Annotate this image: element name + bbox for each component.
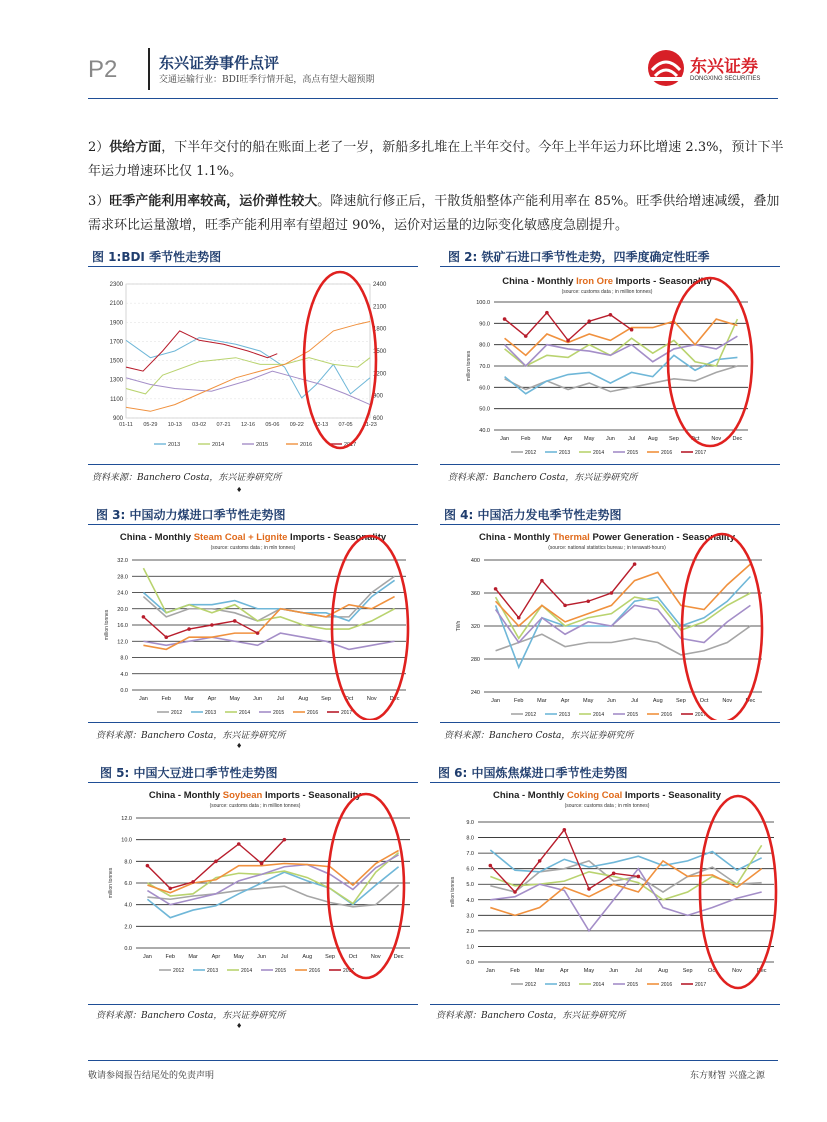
y-tick-label: 1.0 [466, 944, 474, 951]
y-tick-label: 80.0 [479, 342, 490, 349]
legend-label-2015: 2015 [627, 450, 639, 456]
y-tick-label: 6.0 [466, 866, 474, 873]
x-tick-label: Nov [732, 968, 742, 974]
series-point-2017 [540, 579, 544, 583]
figure-6-source: 资料来源：Banchero Costa，东兴证券研究所 [436, 1011, 626, 1021]
legend-label-2016: 2016 [300, 442, 313, 448]
logo-english: DONGXING SECURITIES [690, 76, 761, 82]
series-point-2017 [237, 842, 241, 846]
chart-title [502, 276, 712, 287]
y-axis-label: million tonnes [466, 350, 472, 382]
x-tick-label: Apr [560, 968, 569, 974]
series-point-2017 [191, 880, 195, 884]
y-tick-label: 12.0 [117, 639, 128, 646]
chart-title [493, 790, 722, 801]
series-point-2017 [283, 838, 287, 842]
y-left-tick-label: 900 [112, 416, 123, 422]
legend-label-2016: 2016 [661, 450, 673, 456]
series-point-2017 [517, 616, 521, 620]
figure-1-rule [88, 266, 418, 267]
y-axis-label: TWh [456, 620, 462, 632]
chart-title [479, 532, 736, 543]
chart-subtitle: (source: customs data ; in mln tonnes) [564, 803, 650, 809]
x-tick-label: Feb [514, 698, 524, 704]
x-tick-label: Jun [609, 968, 619, 974]
series-point-2017 [503, 317, 507, 321]
y-tick-label: 4.0 [124, 902, 132, 909]
series-line-2012 [147, 885, 398, 907]
x-tick-label: Mar [534, 968, 545, 974]
x-tick-label: Apr [207, 696, 217, 702]
y-tick-label: 90.0 [479, 321, 490, 328]
y-tick-label: 2.0 [466, 928, 474, 935]
figure-1-source: 资料来源：Banchero Costa，东兴证券研究所 [92, 473, 282, 483]
chart-title-part: Power Generation - Seasonality [589, 532, 736, 543]
x-tick-label: Oct [348, 954, 358, 960]
x-tick-label: Sep [682, 968, 693, 974]
series-point-2017 [146, 864, 150, 868]
x-tick-label: 11-23 [363, 422, 377, 428]
y-left-tick-label: 1700 [109, 339, 123, 346]
y-right-tick-label: 2100 [373, 304, 387, 311]
legend-label-2012: 2012 [173, 968, 185, 974]
x-tick-label: May [233, 954, 244, 960]
figure-6-bottom-rule [430, 1004, 780, 1005]
figure-4-bottom-rule [440, 722, 780, 723]
series-line-2012 [496, 626, 751, 655]
steam-coal-seasonality-chart [94, 528, 412, 720]
x-tick-label: Jan [142, 954, 152, 960]
series-point-2017 [210, 623, 214, 627]
x-tick-label: Aug [658, 968, 668, 974]
y-tick-label: 9.0 [466, 820, 474, 826]
x-tick-label: 12-16 [240, 422, 256, 428]
chart-title-part: China - Monthly [478, 532, 553, 543]
x-tick-label: Jul [634, 968, 642, 974]
x-tick-label: 07-21 [216, 422, 231, 428]
legend-label-2013: 2013 [559, 450, 571, 456]
x-tick-label: 03-02 [192, 422, 207, 428]
x-tick-label: Nov [366, 696, 377, 702]
x-tick-label: Apr [211, 954, 221, 960]
footer-rule [88, 1060, 778, 1061]
highlight-circle [332, 536, 408, 720]
y-tick-label: 12.0 [121, 816, 132, 822]
y-axis-label: million tonnes [450, 876, 456, 908]
x-tick-label: Dec [745, 698, 756, 704]
page-number: P2 [88, 56, 118, 83]
y-tick-label: 3.0 [466, 913, 474, 920]
x-tick-label: Aug [298, 696, 309, 702]
y-tick-label: 6.0 [124, 881, 132, 887]
y-tick-label: 4.0 [466, 897, 474, 904]
y-tick-label: 20.0 [117, 606, 128, 613]
legend-label-2015: 2015 [627, 712, 639, 718]
x-tick-label: Apr [563, 436, 573, 442]
chart-title-part: China - Monthly [119, 532, 194, 543]
series-line-2013 [496, 577, 751, 668]
y-tick-label: 100.0 [476, 300, 490, 306]
y-tick-label: 360 [470, 591, 480, 597]
y-left-tick-label: 1500 [109, 358, 123, 365]
y-right-tick-label: 1200 [373, 371, 387, 378]
x-tick-label: Nov [711, 436, 722, 442]
x-tick-label: Oct [708, 968, 717, 974]
x-tick-label: Mar [184, 696, 194, 702]
soybean-seasonality-chart [94, 786, 416, 980]
legend-label-2013: 2013 [207, 968, 219, 974]
x-tick-label: 07-05 [338, 422, 353, 428]
x-tick-label: May [583, 968, 595, 974]
x-tick-label: May [229, 696, 240, 702]
legend-label-2017: 2017 [695, 450, 707, 456]
series-point-2017 [563, 828, 567, 832]
y-tick-label: 400 [470, 558, 480, 564]
y-right-tick-label: 600 [373, 416, 384, 422]
legend-label-2013: 2013 [559, 712, 571, 718]
figure-3-rule [88, 524, 418, 525]
y-left-tick-label: 1900 [109, 320, 123, 327]
series-point-2017 [633, 562, 637, 566]
y-left-tick-label: 2100 [109, 301, 123, 308]
legend-label-2012: 2012 [525, 982, 537, 988]
x-tick-label: Feb [165, 954, 175, 960]
x-tick-label: 09-22 [289, 422, 304, 428]
coking-coal-seasonality-chart [436, 786, 778, 996]
x-tick-label: Jul [628, 436, 636, 442]
y-right-tick-label: 900 [373, 393, 384, 400]
y-left-tick-label: 2300 [109, 282, 123, 288]
figure-5-title: 图 5: 中国大豆进口季节性走势图 [100, 766, 278, 780]
x-tick-label: Jun [605, 436, 615, 442]
legend-label-2017: 2017 [695, 712, 707, 718]
legend-label-2012: 2012 [171, 710, 183, 716]
y-tick-label: 280 [470, 657, 480, 663]
chart-title [149, 790, 362, 801]
legend-label-2015: 2015 [256, 442, 269, 448]
series-line-2016 [147, 851, 398, 893]
series-line-2012 [143, 576, 394, 621]
y-tick-label: 8.0 [124, 859, 132, 866]
x-tick-label: 01-11 [119, 422, 133, 428]
x-tick-label: Jan [500, 436, 510, 442]
figure-6-rule [430, 782, 780, 783]
x-tick-label: Dec [732, 436, 743, 442]
y-tick-label: 0.0 [120, 688, 128, 694]
x-tick-label: Jul [280, 954, 288, 960]
series-line-2013 [505, 355, 738, 393]
x-tick-label: Aug [652, 698, 663, 704]
chart-title-part: Imports - Seasonality [622, 790, 722, 801]
x-tick-label: 05-29 [143, 422, 158, 428]
x-tick-label: Dec [756, 968, 767, 974]
series-point-2017 [612, 872, 616, 876]
y-left-tick-label: 1100 [110, 396, 123, 403]
series-point-2017 [610, 591, 614, 595]
dongxing-logo [646, 48, 776, 90]
figure-3-title: 图 3: 中国动力煤进口季节性走势图 [96, 508, 286, 522]
legend-label-2014: 2014 [593, 982, 605, 988]
y-axis-label: million tonnes [104, 609, 110, 641]
figure-5-marker: ♦ [236, 1022, 243, 1030]
y-tick-label: 8.0 [466, 835, 474, 842]
y-right-tick-label: 1500 [373, 349, 387, 355]
y-tick-label: 5.0 [466, 882, 474, 889]
legend-label-2017: 2017 [344, 442, 357, 448]
x-tick-label: Sep [669, 436, 679, 442]
x-tick-label: Mar [188, 954, 198, 960]
y-tick-label: 70.0 [479, 364, 490, 370]
x-tick-label: May [583, 698, 594, 704]
chart-title-highlight: Iron Ore [576, 276, 614, 287]
chart-title-part: China - Monthly [148, 790, 223, 801]
chart-title-highlight: Steam Coal + Lignite [193, 532, 288, 543]
series-point-2017 [524, 334, 528, 338]
logo-text: 东兴证券 [690, 57, 758, 77]
x-tick-label: Feb [161, 696, 171, 702]
y-tick-label: 28.0 [117, 574, 128, 581]
x-tick-label: Dec [393, 954, 404, 960]
bdi-seasonal-chart [94, 270, 398, 456]
x-tick-label: Jan [485, 968, 495, 974]
legend-label-2014: 2014 [212, 442, 225, 448]
figure-3-marker: ♦ [236, 742, 243, 750]
legend-label-2016: 2016 [661, 982, 673, 988]
series-point-2017 [538, 859, 542, 863]
figure-4-rule [440, 524, 780, 525]
chart-title-highlight: Soybean [222, 790, 263, 801]
x-tick-label: Sep [676, 698, 686, 704]
report-subtitle: 交通运输行业：BDI旺季行情开起，高点有望大超预期 [159, 75, 375, 85]
x-tick-label: Nov [370, 954, 381, 960]
x-tick-label: Mar [542, 436, 552, 442]
chart-title-highlight: Coking Coal [566, 790, 623, 801]
legend-label-2013: 2013 [559, 982, 571, 988]
figure-1-title: 图 1:BDI 季节性走势图 [92, 250, 222, 264]
figure-2-rule [440, 266, 780, 267]
x-tick-label: Jan [138, 696, 148, 702]
x-tick-label: 05-06 [265, 422, 280, 428]
series-point-2017 [164, 635, 168, 639]
series-line-2012 [505, 366, 738, 392]
series-point-2017 [637, 875, 641, 879]
paragraph-utilization: 3）旺季产能利用率较高，运价弹性较大。降速航行修正后，干散货船整体产能利用率在 85%。旺季供给增速减缓，叠加需求环比运量激增，旺季产能利用率有望超过 90%，运价对运量的边际变化敏感度急剧提升。 [88, 194, 780, 233]
series-line-2017 [143, 617, 257, 637]
legend-label-2016: 2016 [661, 712, 673, 718]
x-tick-label: Jul [631, 698, 639, 704]
x-tick-label: Jun [257, 954, 267, 960]
legend-label-2015: 2015 [273, 710, 285, 716]
x-tick-label: Jul [276, 696, 284, 702]
figure-2-title: 图 2: 铁矿石进口季节性走势，四季度确定性旺季 [448, 250, 710, 264]
series-point-2017 [513, 890, 517, 894]
chart-title-highlight: Thermal [552, 532, 590, 543]
y-tick-label: 60.0 [479, 385, 490, 392]
x-tick-label: Nov [722, 698, 733, 704]
chart-title-part: Imports - Seasonality [287, 532, 387, 543]
y-left-tick-label: 1300 [109, 377, 123, 384]
y-tick-label: 7.0 [466, 851, 474, 858]
y-right-tick-label: 2400 [373, 282, 387, 288]
series-line-2017 [490, 830, 638, 892]
x-tick-label: 10-13 [167, 422, 182, 428]
y-tick-label: 8.0 [120, 655, 128, 662]
x-tick-label: Oct [344, 696, 354, 702]
x-tick-label: Feb [510, 968, 520, 974]
chart-title-part: Imports - Seasonality [262, 790, 362, 801]
figure-4-source: 资料来源：Banchero Costa，东兴证券研究所 [444, 731, 634, 741]
series-point-2017 [545, 311, 549, 315]
thermal-power-seasonality-chart [444, 528, 770, 720]
series-point-2017 [587, 887, 591, 891]
legend-label-2012: 2012 [525, 450, 537, 456]
series-point-2017 [256, 631, 260, 635]
x-tick-label: Feb [521, 436, 531, 442]
series-line-2017 [496, 564, 635, 618]
legend-label-2017: 2017 [341, 710, 353, 716]
figure-4-title: 图 4: 中国活力发电季节性走势图 [444, 508, 622, 522]
report-title: 东兴证券事件点评 [159, 54, 280, 72]
y-tick-label: 40.0 [479, 428, 490, 434]
chart-title-part: Imports - Seasonality [613, 276, 712, 287]
figure-3-bottom-rule [88, 722, 418, 723]
x-tick-label: Apr [560, 698, 570, 704]
series-point-2017 [609, 313, 613, 317]
legend-label-2017: 2017 [695, 982, 707, 988]
y-tick-label: 4.0 [120, 671, 128, 678]
chart-title-part: China - Monthly [502, 276, 577, 287]
x-tick-label: Aug [647, 436, 658, 442]
chart-title [120, 532, 387, 543]
figure-5-rule [88, 782, 418, 783]
x-tick-label: Sep [325, 954, 335, 960]
x-tick-label: Jun [606, 698, 616, 704]
figure-1-marker: ♦ [236, 486, 243, 494]
series-point-2017 [214, 860, 218, 864]
series-point-2017 [168, 887, 172, 891]
y-tick-label: 10.0 [121, 837, 132, 844]
series-point-2017 [233, 619, 237, 623]
y-tick-label: 0.0 [466, 960, 474, 966]
series-point-2017 [587, 319, 591, 323]
series-point-2017 [566, 339, 570, 343]
legend-label-2015: 2015 [627, 982, 639, 988]
footer-disclaimer: 敬请参阅报告结尾处的免责声明 [88, 1071, 215, 1081]
figure-3-source: 资料来源：Banchero Costa，东兴证券研究所 [96, 731, 286, 741]
x-tick-label: Aug [302, 954, 313, 960]
figure-5-bottom-rule [88, 1004, 418, 1005]
header-divider [148, 48, 150, 90]
figure-5-source: 资料来源：Banchero Costa，东兴证券研究所 [96, 1011, 286, 1021]
chart-subtitle: (source: national statistics bureau ; in terawatt-hours) [548, 545, 666, 551]
legend-label-2016: 2016 [307, 710, 319, 716]
series-point-2017 [563, 604, 567, 608]
series-point-2017 [142, 615, 146, 619]
series-point-2017 [586, 599, 590, 603]
x-tick-label: 02-13 [314, 422, 329, 428]
series-point-2017 [187, 627, 191, 631]
y-tick-label: 320 [470, 624, 480, 630]
legend-label-2017: 2017 [343, 968, 355, 974]
x-tick-label: Sep [321, 696, 331, 702]
y-tick-label: 50.0 [479, 406, 490, 413]
y-tick-label: 2.0 [124, 924, 132, 931]
legend-label-2015: 2015 [275, 968, 287, 974]
y-tick-label: 0.0 [124, 946, 132, 952]
figure-2-source: 资料来源：Banchero Costa，东兴证券研究所 [448, 473, 638, 483]
legend-label-2013: 2013 [205, 710, 217, 716]
legend-label-2014: 2014 [593, 712, 605, 718]
legend-label-2013: 2013 [168, 442, 181, 448]
figure-1-bottom-rule [88, 464, 418, 465]
footer-slogan: 东方财智 兴盛之源 [690, 1071, 765, 1081]
y-axis-label: million tonnes [108, 867, 114, 899]
y-tick-label: 240 [470, 690, 480, 696]
chart-subtitle: (source: customs data ; in mln tonnes) [210, 545, 296, 551]
header-rule [88, 98, 778, 99]
series-point-2017 [489, 864, 493, 868]
x-tick-label: Jun [253, 696, 263, 702]
highlight-circle [700, 796, 776, 988]
y-tick-label: 24.0 [117, 590, 128, 597]
x-tick-label: Dec [389, 696, 400, 702]
legend-label-2014: 2014 [593, 450, 605, 456]
x-tick-label: Mar [537, 698, 547, 704]
legend-label-2014: 2014 [239, 710, 251, 716]
chart-subtitle: (source: customs data ; in million tonnes) [561, 289, 653, 295]
legend-label-2016: 2016 [309, 968, 321, 974]
series-point-2017 [260, 862, 264, 866]
series-point-2017 [630, 328, 634, 332]
x-tick-label: Oct [699, 698, 709, 704]
iron-ore-seasonality-chart [452, 272, 762, 462]
figure-2-bottom-rule [440, 464, 780, 465]
legend-label-2014: 2014 [241, 968, 253, 974]
x-tick-label: May [584, 436, 595, 442]
x-tick-label: Oct [690, 436, 700, 442]
figure-6-title: 图 6: 中国炼焦煤进口季节性走势图 [438, 766, 628, 780]
legend-label-2012: 2012 [525, 712, 537, 718]
chart-title-part: China - Monthly [492, 790, 567, 801]
y-tick-label: 32.0 [117, 558, 128, 564]
chart-subtitle: (source: customs data ; in million tonnes) [209, 803, 301, 809]
y-tick-label: 16.0 [117, 623, 128, 629]
series-point-2017 [494, 587, 498, 591]
x-tick-label: Jan [491, 698, 501, 704]
paragraph-supply: 2）供给方面，下半年交付的船在账面上老了一岁，新船多扎堆在上半年交付。今年上半年运力环比增速 2.3%，预计下半年运力增速环比仅 1.1%。 [88, 140, 784, 179]
y-right-tick-label: 1800 [373, 326, 387, 333]
series-line-2017 [505, 313, 632, 341]
